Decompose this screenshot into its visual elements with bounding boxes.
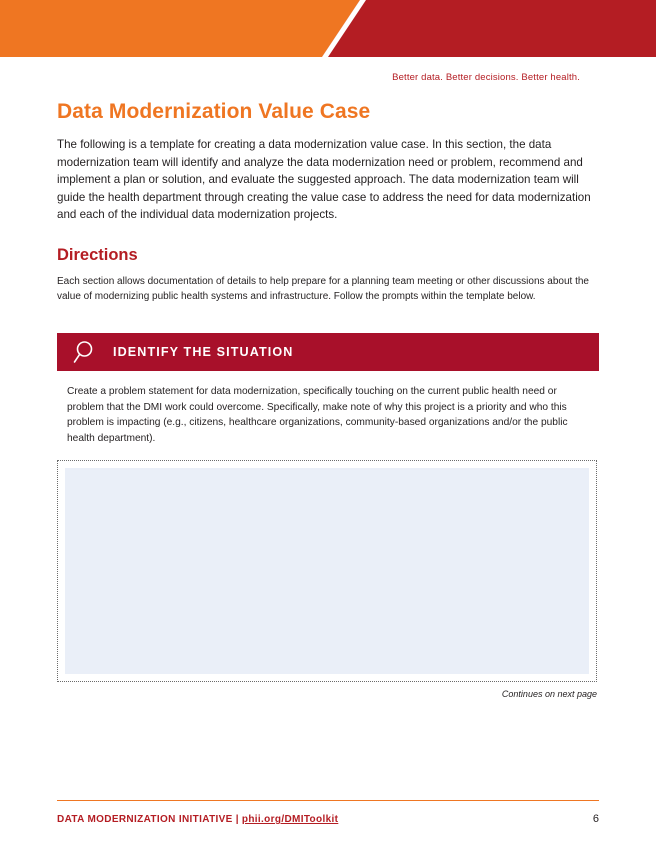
footer-separator: | xyxy=(235,814,239,825)
footer-link[interactable]: phii.org/DMIToolkit xyxy=(241,814,339,825)
tagline: Better data. Better decisions. Better health. xyxy=(392,72,580,83)
footer-label-group xyxy=(57,814,338,825)
answer-input-area[interactable] xyxy=(57,460,597,682)
footer-divider xyxy=(57,800,599,801)
magnifying-glass-icon xyxy=(71,337,101,367)
footer xyxy=(57,813,599,825)
header-banner xyxy=(0,0,656,57)
answer-input-field[interactable] xyxy=(65,468,589,674)
continues-note: Continues on next page xyxy=(501,689,597,700)
footer-label: DATA MODERNIZATION INITIATIVE xyxy=(57,814,233,825)
page-number: 6 xyxy=(592,813,599,825)
intro-paragraph: The following is a template for creating a data modernization value case. In this section, the data modernization team will identify and analyze the data modernization need or problem, recommend and implement a plan or solution, and evaluate the suggested approach. The data modernization team will guide the health department through creating the value case to address the need for data modernization and each of the individual data modernization projects. xyxy=(57,138,591,222)
directions-heading: Directions xyxy=(57,245,138,264)
header-orange-shape xyxy=(0,0,360,57)
section-title: IDENTIFY THE SITUATION xyxy=(113,344,294,359)
page-title: Data Modernization Value Case xyxy=(57,100,371,123)
section-header-bar xyxy=(57,333,599,371)
directions-paragraph: Each section allows documentation of details to help prepare for a planning team meeting or other discussions about the value of modernizing public health systems and infrastructure. Follow the prompts within the template below. xyxy=(57,275,589,303)
section-prompt: Create a problem statement for data modernization, specifically touching on the current public health need or problem that the DMI work could overcome. Specifically, make note of why this project is a priority and who this problem is impacting (e.g., citizens, healthcare organizations, community-based organizations and/or the public health department). xyxy=(67,385,568,444)
page-content xyxy=(57,100,599,699)
